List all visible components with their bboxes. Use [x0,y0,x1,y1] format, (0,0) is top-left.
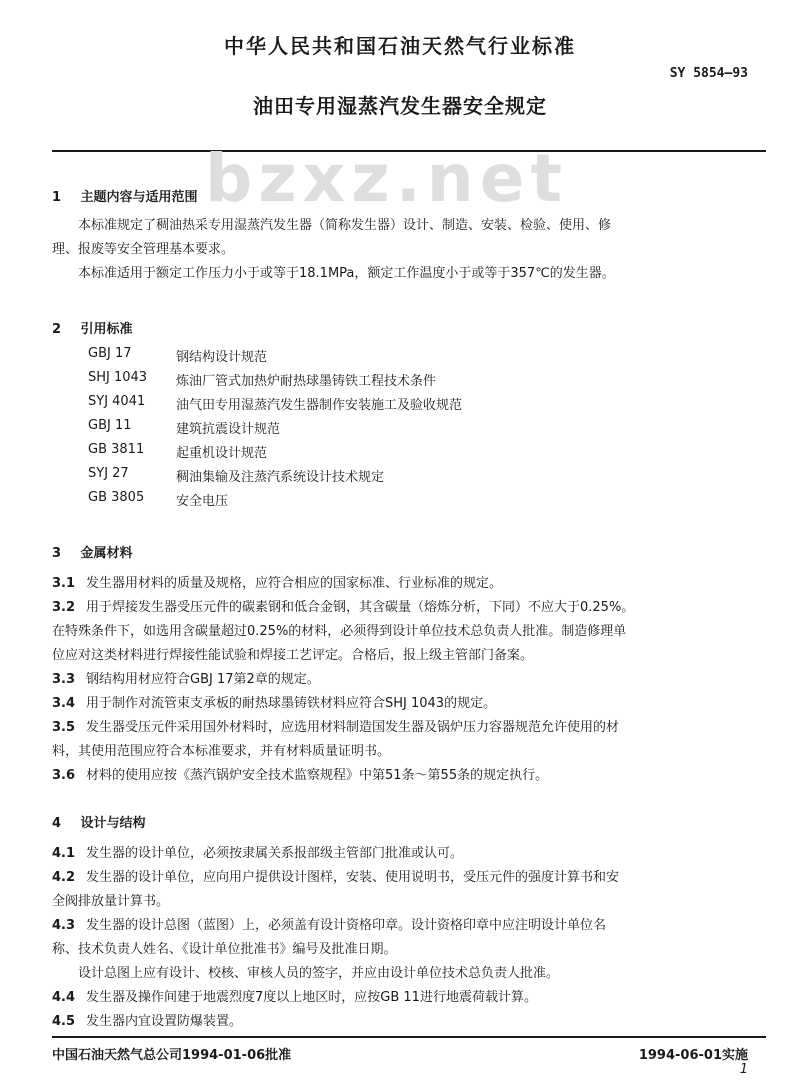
clause-number: 3.2 [52,600,76,615]
reference-name: 建筑抗震设计规范 [176,422,281,437]
reference-item [88,418,688,438]
section-number: 4 [52,816,62,831]
section-1-paragraph-1-line-1: 本标准规定了稠油热采专用湿蒸汽发生器（简称发生器）设计、制造、安装、检验、使用、修 [78,218,612,233]
document-title: 油田专用湿蒸汽发生器安全规定 [253,94,547,118]
reference-code: GBJ 17 [88,346,132,361]
section-4-heading [52,812,146,831]
reference-item [88,490,688,510]
clause-text: 发生器的设计单位，必须按隶属关系报部级主管部门批准或认可。 [86,846,464,861]
reference-item [88,466,688,486]
clause-3-6 [52,764,548,783]
clause-number: 3.6 [52,768,76,783]
clause-3-5-line-2: 料，其使用范围应符合本标准要求，并有材料质量证明书。 [52,744,391,759]
section-1-paragraph-1-line-2: 理、报废等安全管理基本要求。 [52,242,235,257]
clause-number: 3.3 [52,672,76,687]
clause-text: 发生器内宜设置防爆装置。 [86,1014,243,1029]
section-3-heading [52,542,133,561]
clause-3-2 [52,596,634,615]
clause-text: 发生器及操作间建于地震烈度7度以上地区时，应按GB 11进行地震荷载计算。 [86,990,537,1005]
section-title: 金属材料 [80,546,133,561]
clause-4-1 [52,842,463,861]
clause-3-1 [52,572,502,591]
clause-text: 用于焊接发生器受压元件的碳素钢和低合金钢，其含碳量（熔炼分析，下同）不应大于0.25%。 [86,600,635,615]
reference-name: 起重机设计规范 [176,446,268,461]
watermark: bzxz.net [205,140,569,217]
clause-4-3 [52,914,606,933]
clause-3-2-line-2: 在特殊条件下，如选用含碳量超过0.25%的材料，必须得到设计单位技术总负责人批准。制造修理单 [52,624,627,639]
section-number: 2 [52,322,62,337]
reference-name: 稠油集输及注蒸汽系统设计技术规定 [176,470,385,485]
section-1-paragraph-2: 本标准适用于额定工作压力小于或等于18.1MPa，额定工作温度小于或等于357℃的发生器。 [78,266,615,281]
clause-text: 发生器的设计单位，应向用户提供设计图样，安装、使用说明书，受压元件的强度计算书和安 [86,870,620,885]
reference-name: 安全电压 [176,494,229,509]
clause-number: 4.4 [52,990,76,1005]
clause-text: 用于制作对流管束支承板的耐热球墨铸铁材料应符合SHJ 1043的规定。 [86,696,497,711]
clause-number: 3.4 [52,696,76,711]
reference-name: 油气田专用湿蒸汽发生器制作安装施工及验收规范 [176,398,463,413]
standard-number: SY 5854—93 [669,66,748,81]
reference-code: SYJ 27 [88,466,129,481]
clause-text: 钢结构用材应符合GBJ 17第2章的规定。 [86,672,320,687]
clause-4-2 [52,866,619,885]
clause-4-3-line-3: 设计总图上应有设计、校核、审核人员的签字，并应由设计单位技术总负责人批准。 [78,966,560,981]
clause-number: 4.2 [52,870,76,885]
section-2-heading [52,318,133,337]
reference-code: GB 3805 [88,490,145,505]
clause-number: 4.5 [52,1014,76,1029]
clause-number: 4.3 [52,918,76,933]
page-number: 1 [739,1062,748,1077]
reference-name: 钢结构设计规范 [176,350,268,365]
footer-divider [52,1036,766,1038]
clause-3-5 [52,716,619,735]
clause-3-3 [52,668,320,687]
clause-4-3-line-2: 称、技术负责人姓名、《设计单位批准书》编号及批准日期。 [52,942,397,957]
effective-date: 1994-06-01实施 [638,1048,748,1063]
clause-number: 3.5 [52,720,76,735]
reference-code: SYJ 4041 [88,394,146,409]
reference-code: GBJ 11 [88,418,132,433]
section-number: 1 [52,190,62,205]
clause-3-2-line-3: 位应对这类材料进行焊接性能试验和焊接工艺评定。合格后，报上级主管部门备案。 [52,648,534,663]
clause-number: 3.1 [52,576,76,591]
section-title: 主题内容与适用范围 [80,190,198,205]
section-title: 引用标准 [80,322,133,337]
reference-name: 炼油厂管式加热炉耐热球墨铸铁工程技术条件 [176,374,437,389]
section-1-heading [52,186,198,205]
reference-code: GB 3811 [88,442,145,457]
clause-text: 发生器的设计总图（蓝图）上，必须盖有设计资格印章。设计资格印章中应注明设计单位名 [86,918,607,933]
clause-text: 材料的使用应按《蒸汽锅炉安全技术监察规程》中第51条～第55条的规定执行。 [86,768,549,783]
approval-date: 中国石油天然气总公司1994-01-06批准 [52,1048,292,1063]
reference-item [88,370,688,390]
clause-3-4 [52,692,496,711]
clause-text: 发生器用材料的质量及规格，应符合相应的国家标准、行业标准的规定。 [86,576,503,591]
reference-item [88,346,688,366]
clause-number: 4.1 [52,846,76,861]
reference-item [88,394,688,414]
clause-4-4 [52,986,537,1005]
reference-item [88,442,688,462]
section-number: 3 [52,546,62,561]
reference-code: SHJ 1043 [88,370,148,385]
clause-text: 发生器受压元件采用国外材料时，应选用材料制造国发生器及锅炉压力容器规范允许使用的材 [86,720,620,735]
clause-4-2-line-2: 全阀排放量计算书。 [52,894,170,909]
standard-category-title: 中华人民共和国石油天然气行业标准 [224,34,576,58]
section-title: 设计与结构 [80,816,146,831]
clause-4-5 [52,1010,242,1029]
